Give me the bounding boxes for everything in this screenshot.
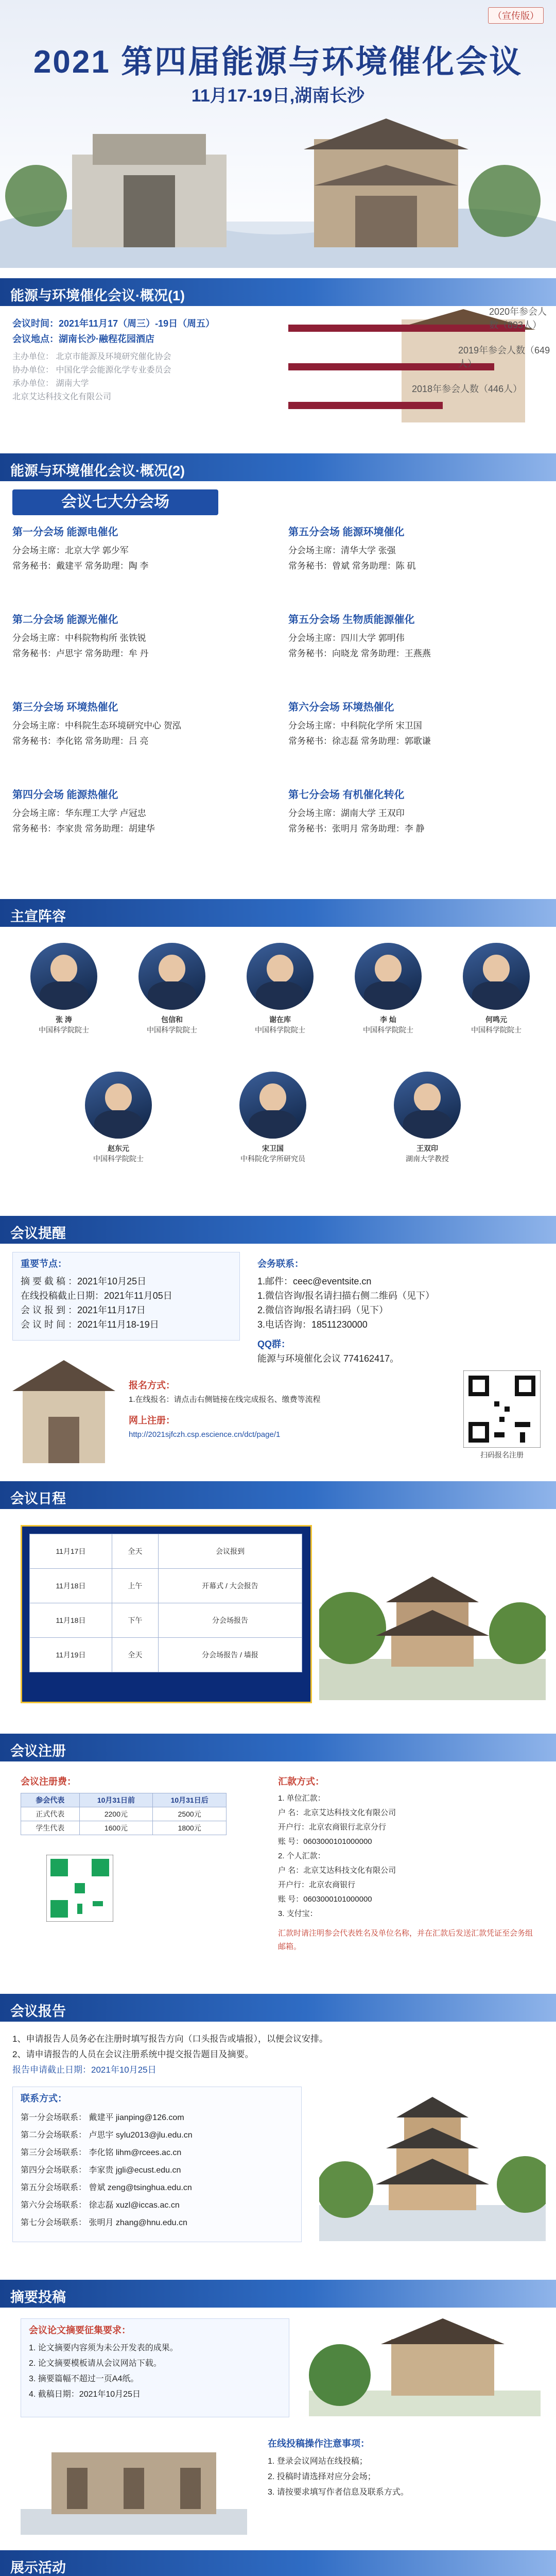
speaker-face [483,955,510,983]
fees-col-header: 参会代表 [21,1793,80,1807]
fees-cell: 正式代表 [21,1807,80,1821]
speaker-photo [30,943,97,1010]
schedule-row [30,1603,302,1638]
session-contact: 第一分会场联系： 戴建平 jianping@126.com [21,2113,184,2122]
session-chair: 分会场主席：清华大学 张强 [288,546,396,555]
session-secretaries: 常务秘书：徐志磊 常务助理：郭歌谦 [288,736,431,746]
session-chair: 分会场主席：四川大学 郭明伟 [288,633,405,643]
contact-line: 3.电话咨询：18511230000 [257,1319,368,1330]
stat-label-2019: 2019年参会人数（649人） [458,345,550,369]
schedule-row [30,1569,302,1603]
schedule-cell: 11月18日 [30,1603,112,1638]
section-title: 会议注册 [10,1743,66,1759]
speaker-title: 中国科学院院士 [255,1026,305,1034]
session-contact: 第五分会场联系： 曾斌 zeng@tsinghua.edu.cn [21,2183,192,2192]
schedule-cell: 开幕式 / 大会报告 [158,1569,302,1603]
session-secretaries: 常务秘书：曾斌 常务助理：陈 矶 [288,561,416,571]
speaker-name: 宋卫国 [262,1144,284,1153]
speaker-face [375,955,402,983]
payment-line: 3. 支付宝： [278,1909,318,1918]
registration-link[interactable]: http://2021sjfczh.csp.escience.cn/dct/page/1 [129,1430,281,1439]
overview-venue: 会议地点：湖南长沙·融程花园酒店 [12,334,154,344]
speaker-title: 中国科学院院士 [363,1026,413,1034]
schedule-cell: 11月17日 [30,1534,112,1569]
campus-scene-illustration [309,2313,541,2416]
schedule-cell: 分会场报告 / 墙报 [158,1638,302,1672]
payment-notice: 汇款时请注明参会代表姓名及单位名称，并在汇款后发送汇款凭证至会务组邮箱。 [278,1929,533,1951]
session-contact: 第六分会场联系： 徐志磊 xuzl@iccas.ac.cn [21,2201,180,2210]
session-title: 第一分会场 能源电催化 [12,527,118,538]
session-chair: 分会场主席：中科院化学所 宋卫国 [288,721,422,731]
schedule-table [29,1534,302,1672]
registration-qr-code[interactable] [463,1370,541,1448]
abstract-req-line: 3. 摘要篇幅不超过一页A4纸。 [29,2375,139,2383]
session-secretaries: 常务秘书：李家贵 常务助理：胡建华 [12,824,155,834]
speaker-body [94,1110,143,1139]
speaker-name: 包信和 [161,1015,183,1024]
payment-line: 开户行：北京农商银行北京分行 [278,1823,387,1832]
schedule-row [30,1534,302,1569]
speaker-title: 中国科学院院士 [471,1026,522,1034]
contact-title: 会务联系： [257,1259,304,1269]
payment-line: 开户行：北京农商银行 [278,1880,356,1889]
session-contact: 第四分会场联系： 李家贵 jgli@ecust.edu.cn [21,2166,181,2175]
session-title: 第五分会场 生物质能源催化 [288,614,415,625]
schedule-row [30,1638,302,1672]
conference-title: 2021 第四届能源与环境催化会议 [33,44,523,80]
speaker-title: 中国科学院院士 [147,1026,197,1034]
session-contact: 第三分会场联系： 李化铭 lihm@rcees.ac.cn [21,2148,182,2157]
section-title: 能源与环境催化会议·概况(1) [10,288,185,303]
speaker-photo [463,943,530,1010]
session-chair: 分会场主席：华东理工大学 卢冠忠 [12,808,146,818]
schedule-cell: 下午 [112,1603,158,1638]
session-chair: 分会场主席：中科院物构所 张铁锐 [12,633,146,643]
stat-label-2020: 2020年参会人数（893人） [489,307,547,330]
fees-row [21,1821,227,1835]
speaker-title: 中科院化学所研究员 [240,1155,305,1163]
speaker-face [267,955,293,983]
stat-bar-2018 [288,402,443,409]
fees-cell: 1800元 [153,1821,227,1835]
deadline-line: 在线投稿截止日期：2021年11月05日 [21,1291,172,1301]
section-header-overview2 [0,453,556,481]
speaker-face [259,1083,286,1112]
schedule-cell: 11月19日 [30,1638,112,1672]
organizer-line: 协办单位： 中国化学会能源化学专业委员会 [12,366,171,375]
section-header-overview1 [0,278,556,306]
section-header-reminder [0,1216,556,1244]
speaker-body [249,1110,297,1139]
speaker-title: 中国科学院院士 [39,1026,89,1034]
stat-label-2018: 2018年参会人数（446人） [412,384,523,394]
speaker-body [364,981,412,1010]
url-title: 网上注册： [129,1415,175,1426]
conference-date-location: 11月17-19日,湖南长沙 [191,86,365,106]
speaker-face [50,955,77,983]
speaker-body [40,981,88,1010]
section-title: 摘要投稿 [10,2290,66,2305]
section-header-exhibit [0,2550,556,2576]
session-title: 第五分会场 能源环境催化 [288,527,405,538]
session-secretaries: 常务秘书：李化铭 常务助理：吕 亮 [12,736,149,746]
payment-line: 户 名：北京艾达科技文化有限公司 [278,1866,396,1875]
payment-line: 账 号：0603000101000000 [278,1837,372,1846]
deadlines-title: 重要节点： [21,1259,67,1269]
speaker-title: 湖南大学教授 [406,1155,449,1163]
speaker-body [403,1110,451,1139]
speaker-photo [138,943,205,1010]
section-title: 会议提醒 [10,1226,66,1241]
speaker-body [256,981,304,1010]
edition-badge: （宣传版） [488,7,544,24]
session-chair: 分会场主席：北京大学 郭少军 [12,546,129,555]
register-title: 报名方式： [129,1380,175,1391]
tower-illustration [319,2087,546,2241]
qq-line: 能源与环境催化会议 774162417。 [257,1353,399,1364]
section-header-schedule [0,1481,556,1509]
speaker-photo [247,943,314,1010]
speaker-name: 赵东元 [108,1144,129,1153]
section-header-abstract [0,2280,556,2308]
deadline-line: 摘 要 截 稿 ：2021年10月25日 [21,1276,147,1286]
section-title: 展示活动 [10,2560,66,2575]
session-secretaries: 常务秘书：张明月 常务助理：李 静 [288,824,425,834]
organizer-line: 主办单位： 北京市能源及环境研究催化协会 [12,352,171,361]
sessions-banner: 会议七大分会场 [12,489,218,515]
qq-title: QQ群： [257,1339,291,1349]
abstract-req-line: 1. 论文摘要内容须为未公开发表的成果。 [29,2344,178,2352]
session-chair: 分会场主席：湖南大学 王双印 [288,808,405,818]
speaker-face [159,955,185,983]
speaker-name: 张 涛 [56,1015,72,1024]
abstract-req-line: 2. 论文摘要模板请从会议网站下载。 [29,2359,162,2368]
online-submit-line: 1. 登录会议网站在线投稿； [268,2457,368,2466]
library-illustration [21,2432,247,2535]
report-deadline: 报告申请截止日期：2021年10月25日 [12,2065,157,2075]
fees-table-title: 会议注册费： [21,1776,76,1787]
overview-date: 会议时间：2021年11月17（周三）-19日（周五） [12,318,215,329]
abstract-req-line: 4. 截稿日期：2021年10月25日 [29,2390,141,2399]
session-title: 第六分会场 环境热催化 [288,702,394,713]
section-title: 会议报告 [10,2004,66,2019]
contact-line: 2.微信咨询/报名请扫码（见下） [257,1305,389,1315]
fees-row [21,1807,227,1821]
campus-building-illustration [12,1355,115,1463]
speaker-name: 谢在库 [269,1015,291,1024]
schedule-cell: 会议报到 [158,1534,302,1569]
register-line: 1.在线报名：请点击右侧链接在线完成报名、缴费等流程 [129,1395,321,1404]
online-submit-line: 2. 投稿时请选择对应分会场； [268,2472,376,2481]
fees-cell: 2200元 [79,1807,153,1821]
organizer-line: 北京艾达科技文化有限公司 [12,393,112,401]
schedule-panel [21,1525,312,1703]
section-title: 主宣阵容 [10,909,66,924]
abstract-req-title: 会议论文摘要征集要求： [29,2325,131,2335]
schedule-cell: 上午 [112,1569,158,1603]
contacts-title: 联系方式： [21,2093,67,2104]
contact-line: 1.邮件：ceec@eventsite.cn [257,1276,372,1286]
speaker-photo [239,1072,306,1139]
speaker-photo [85,1072,152,1139]
fees-col-header: 10月31日后 [153,1793,227,1807]
section-header-fees [0,1734,556,1761]
session-secretaries: 常务秘书：向晓龙 常务助理：王燕燕 [288,649,431,658]
contact-line: 1.微信咨询/报名请扫描右侧二维码（见下） [257,1291,435,1301]
hero-banner [0,0,556,268]
schedule-cell: 全天 [112,1638,158,1672]
fees-col-header: 10月31日前 [79,1793,153,1807]
session-secretaries: 常务秘书：卢思宇 常务助理：牟 丹 [12,649,149,658]
speaker-name: 何鸣元 [485,1015,507,1024]
session-contact: 第七分会场联系： 张明月 zhang@hnu.edu.cn [21,2218,187,2227]
hero-landmark-illustration [0,118,556,268]
fees-table [21,1793,227,1835]
online-submit-line: 3. 请按要求填写作者信息及联系方式。 [268,2488,409,2497]
pagoda-illustration [319,1525,546,1700]
deadline-line: 会 议 时 间 ：2021年11月18-19日 [21,1319,159,1330]
speaker-photo [355,943,422,1010]
speaker-name: 王双印 [416,1144,438,1153]
fees-cell: 2500元 [153,1807,227,1821]
speaker-body [148,981,196,1010]
payment-title: 汇款方式： [278,1776,324,1787]
speaker-face [105,1083,132,1112]
section-title: 能源与环境催化会议·概况(2) [10,463,185,479]
fees-cell: 学生代表 [21,1821,80,1835]
session-chair: 分会场主席：中科院生态环境研究中心 贺泓 [12,721,181,731]
session-title: 第七分会场 有机催化转化 [288,789,405,801]
session-title: 第三分会场 环境热催化 [12,702,118,713]
session-secretaries: 常务秘书：戴建平 常务助理：陶 李 [12,561,149,571]
report-note: 1、申请报告人员务必在注册时填写报告方向（口头报告或墙报），以便会议安排。 [12,2034,328,2044]
speaker-face [414,1083,441,1112]
session-title: 第二分会场 能源光催化 [12,614,118,625]
payment-line: 账 号：0603000101000000 [278,1895,372,1904]
payment-line: 1. 单位汇款： [278,1794,325,1803]
fees-cell: 1600元 [79,1821,153,1835]
section-title: 会议日程 [10,1491,66,1506]
deadline-line: 会 议 报 到 ：2021年11月17日 [21,1305,146,1315]
session-title: 第四分会场 能源热催化 [12,789,118,801]
schedule-cell: 11月18日 [30,1569,112,1603]
organizer-line: 承办单位： 湖南大学 [12,379,89,388]
payment-line: 户 名：北京艾达科技文化有限公司 [278,1808,396,1817]
speaker-body [472,981,520,1010]
schedule-cell: 分会场报告 [158,1603,302,1638]
schedule-cell: 全天 [112,1534,158,1569]
payment-line: 2. 个人汇款： [278,1852,325,1860]
section-header-speakers [0,899,556,927]
section-header-report [0,1994,556,2022]
online-submit-title: 在线投稿操作注意事项： [268,2438,370,2449]
payment-qr-code[interactable] [46,1855,113,1922]
qr-caption: 扫码报名注册 [480,1451,524,1459]
speaker-photo [394,1072,461,1139]
session-contact: 第二分会场联系： 卢思宇 sylu2013@jlu.edu.cn [21,2131,193,2140]
speaker-name: 李 灿 [380,1015,396,1024]
report-note: 2、请申请报告的人员在会议注册系统中提交报告题目及摘要。 [12,2049,254,2059]
speaker-title: 中国科学院院士 [93,1155,144,1163]
